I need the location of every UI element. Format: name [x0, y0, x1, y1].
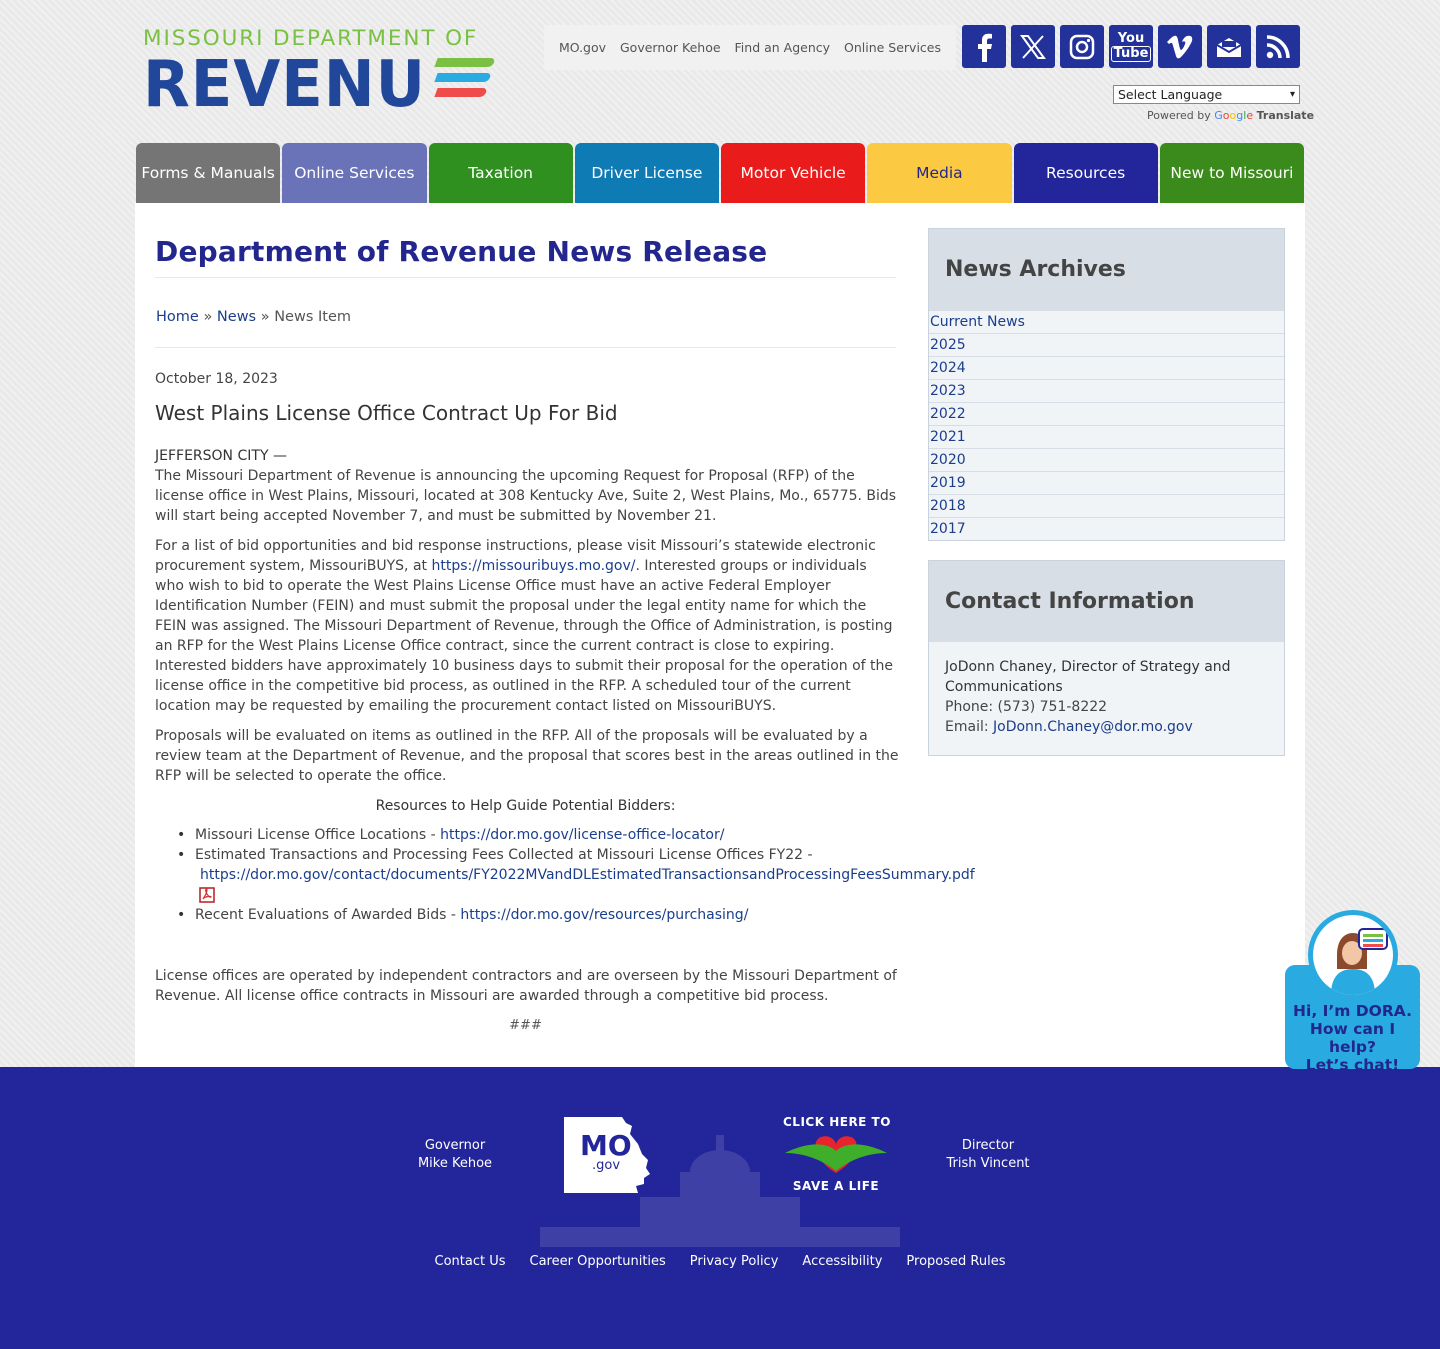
mogov-logo[interactable]: [562, 1115, 652, 1193]
save-life-bottom-text: SAVE A LIFE: [792, 1179, 880, 1193]
archive-link-2022[interactable]: 2022: [930, 406, 966, 422]
archive-item: [929, 471, 1284, 494]
archive-link-2021[interactable]: 2021: [930, 429, 966, 445]
list-item: [175, 825, 995, 845]
paragraph-1: The Missouri Department of Revenue is announcing the upcoming Request for Proposal (RFP) of the license office in West Plains, Missouri, located at 308 Kentucky Ave, Suite 2, West Plains, Mo., 65775. Bids will start being accepted November 7, and must be submitted by November 21.: [155, 468, 897, 524]
contact-phone: (573) 751-8222: [997, 699, 1108, 715]
page-title: Department of Revenue News Release: [155, 235, 768, 268]
breadcrumb-separator: »: [203, 309, 213, 325]
google-logo: Google: [1214, 109, 1254, 122]
director-name: Trish Vincent: [946, 1156, 1030, 1171]
governor-credit[interactable]: [405, 1137, 505, 1173]
archive-link-2019[interactable]: 2019: [930, 475, 966, 491]
footer-link-careers[interactable]: Career Opportunities: [529, 1254, 666, 1269]
top-link-find-agency[interactable]: Find an Agency: [734, 40, 831, 55]
phone-label: Phone:: [945, 699, 998, 715]
archive-item: [929, 448, 1284, 471]
top-link-mogov[interactable]: MO.gov: [558, 40, 607, 55]
email-label: Email:: [945, 719, 994, 735]
license-office-locator-link[interactable]: https://dor.mo.gov/license-office-locator/: [440, 827, 725, 843]
social-links: [962, 25, 1300, 68]
nav-driver-license[interactable]: Driver License: [575, 143, 719, 203]
footer-link-privacy[interactable]: Privacy Policy: [689, 1254, 779, 1269]
archive-item: [929, 494, 1284, 517]
footer-link-contact-us[interactable]: Contact Us: [434, 1254, 506, 1269]
resources-list: [175, 825, 995, 925]
archive-link-2025[interactable]: 2025: [930, 337, 966, 353]
archive-item: [929, 402, 1284, 425]
site-header: [0, 0, 1440, 143]
archive-link-2020[interactable]: 2020: [930, 452, 966, 468]
nav-resources[interactable]: Resources: [1014, 143, 1158, 203]
paragraph-2: [155, 536, 900, 716]
breadcrumb-separator: »: [260, 309, 270, 325]
list-item-text: Recent Evaluations of Awarded Bids -: [195, 907, 461, 923]
chevron-down-icon: ▾: [1289, 89, 1295, 100]
dora-chat-widget[interactable]: [1285, 910, 1420, 1074]
youtube-label-tube: Tube: [1111, 46, 1152, 62]
dora-greeting: [1285, 1002, 1420, 1074]
nav-new-to-missouri[interactable]: New to Missouri: [1160, 143, 1304, 203]
resources-heading: Resources to Help Guide Potential Bidders:: [375, 798, 676, 814]
paragraph-2-text-b: . Interested groups or individuals who wish to bid to operate the West Plains License Office must have an active Federal Employer Identification Number (FEIN) and must submit the proposal under the legal entity name for which the FEIN was assigned. The Missouri Department of Revenue, through the Office of Administration, is posting an RFP for the West Plains License Office contract, since the current contract is close to expiring. Interested bidders have approximately 10 business days to submit their proposal for the operation of the license office in the competitive bid process, as outlined in the RFP. A scheduled tour of the current location may be requested by emailing the procurement contact listed on MissouriBUYS.: [155, 558, 894, 714]
nav-forms-manuals[interactable]: Forms & Manuals: [136, 143, 280, 203]
heart-ribbon-icon: [783, 1129, 889, 1175]
divider: [155, 347, 896, 348]
rss-icon[interactable]: [1256, 25, 1300, 68]
pdf-icon[interactable]: [199, 887, 215, 903]
breadcrumb: [156, 309, 351, 325]
archive-item: [929, 310, 1284, 333]
dora-avatar: [1313, 915, 1393, 995]
contact-email-row: [945, 717, 1268, 737]
footer-link-accessibility[interactable]: Accessibility: [802, 1254, 883, 1269]
logo-stripes: [436, 58, 498, 114]
logo-main: [143, 48, 441, 122]
contact-name: JoDonn Chaney, Director of Strategy and Communications: [945, 659, 1231, 695]
dora-line-1: Hi, I’m DORA.: [1293, 1002, 1412, 1020]
contact-info-title: Contact Information: [929, 561, 1284, 642]
facebook-icon[interactable]: [962, 25, 1006, 68]
save-life-top-text: CLICK HERE TO: [783, 1115, 891, 1129]
divider: [155, 277, 896, 278]
archive-link-current[interactable]: Current News: [930, 314, 1025, 330]
list-item-text: Estimated Transactions and Processing Fees Collected at Missouri License Offices FY22 -: [195, 847, 813, 863]
footer-link-proposed-rules[interactable]: Proposed Rules: [906, 1254, 1006, 1269]
paragraph-2-text-a: For a list of bid opportunities and bid response instructions, please visit Missouri’s statewide electronic procurement system, MissouriBUYS, at: [155, 538, 876, 574]
archive-link-2017[interactable]: 2017: [930, 521, 966, 537]
paragraph-3: Proposals will be evaluated on items as outlined in the RFP. All of the proposals will be evaluated by a review team at the Department of Revenue, and the proposal that scores best in the areas outlined in the RFP will be selected to operate the office.: [155, 728, 899, 784]
missouribuys-link[interactable]: https://missouribuys.mo.gov/: [431, 558, 636, 574]
governor-title: Governor: [424, 1138, 486, 1153]
svg-text:.gov: .gov: [592, 1158, 621, 1173]
logo-main-text: REVENU: [143, 48, 426, 122]
x-twitter-icon[interactable]: [1011, 25, 1055, 68]
powered-by-label: Powered by: [1147, 109, 1211, 122]
contact-phone-row: [945, 697, 1268, 717]
archive-link-2023[interactable]: 2023: [930, 383, 966, 399]
paragraph-4: License offices are operated by independent contractors and are overseen by the Missouri Department of Revenue. All license office contracts in Missouri are awarded through a competitive bid process.: [155, 968, 897, 1004]
nav-motor-vehicle[interactable]: Motor Vehicle: [721, 143, 865, 203]
breadcrumb-news[interactable]: News: [216, 309, 257, 325]
top-links-bar: [544, 25, 956, 70]
nav-online-services[interactable]: Online Services: [282, 143, 426, 203]
contact-info-panel: [928, 560, 1285, 756]
governor-name: Mike Kehoe: [417, 1156, 493, 1171]
article-headline: West Plains License Office Contract Up For Bid: [155, 401, 618, 425]
dora-line-3: Let’s chat!: [1305, 1056, 1400, 1074]
director-credit[interactable]: [938, 1137, 1038, 1173]
instagram-icon[interactable]: [1060, 25, 1104, 68]
nav-taxation[interactable]: Taxation: [429, 143, 573, 203]
main-content-area: [135, 203, 1305, 1067]
archive-item: [929, 333, 1284, 356]
dora-line-2: How can I help?: [1309, 1020, 1396, 1056]
youtube-label-you: You: [1117, 30, 1145, 46]
top-link-governor[interactable]: Governor Kehoe: [620, 40, 721, 55]
vimeo-icon[interactable]: [1158, 25, 1202, 68]
logo-top-text: MISSOURI DEPARTMENT OF: [143, 26, 479, 51]
email-subscribe-icon[interactable]: [1207, 25, 1251, 68]
breadcrumb-home[interactable]: Home: [156, 309, 199, 325]
contact-info-body: [929, 642, 1284, 755]
top-link-online-services[interactable]: Online Services: [843, 40, 941, 55]
list-item: [175, 905, 995, 925]
news-archives-panel: [928, 228, 1285, 541]
end-mark: ###: [509, 1018, 542, 1033]
list-item: [175, 845, 995, 905]
contact-email-link[interactable]: JoDonn.Chaney@dor.mo.gov: [993, 719, 1193, 735]
news-archives-title: News Archives: [929, 229, 1284, 310]
director-title: Director: [961, 1138, 1015, 1153]
language-select-value: Select Language: [1118, 87, 1223, 102]
organ-donor-banner[interactable]: [783, 1115, 889, 1197]
purchasing-link[interactable]: https://dor.mo.gov/resources/purchasing/: [460, 907, 749, 923]
archive-item: [929, 517, 1284, 540]
language-select[interactable]: [1113, 85, 1300, 104]
release-date: October 18, 2023: [155, 371, 278, 387]
archive-item: [929, 356, 1284, 379]
dateline: JEFFERSON CITY —: [155, 448, 287, 464]
footer-links: [0, 1254, 1440, 1269]
google-translate-credit: [1147, 109, 1314, 122]
archive-link-2024[interactable]: 2024: [930, 360, 966, 376]
site-footer: [0, 1067, 1440, 1349]
breadcrumb-current: News Item: [274, 309, 352, 325]
translate-link[interactable]: Translate: [1256, 109, 1315, 122]
youtube-icon[interactable]: [1109, 25, 1153, 68]
svg-text:MO: MO: [580, 1129, 632, 1162]
archive-item: [929, 425, 1284, 448]
fees-summary-pdf-link[interactable]: https://dor.mo.gov/contact/documents/FY2022MVandDLEstimatedTransactionsandProcessingFeesSummary.pdf: [200, 867, 975, 883]
list-item-text: Missouri License Office Locations -: [195, 827, 441, 843]
dor-logo[interactable]: [143, 26, 503, 120]
archive-item: [929, 379, 1284, 402]
main-nav: [136, 143, 1304, 203]
nav-media[interactable]: Media: [867, 143, 1011, 203]
archive-link-2018[interactable]: 2018: [930, 498, 966, 514]
